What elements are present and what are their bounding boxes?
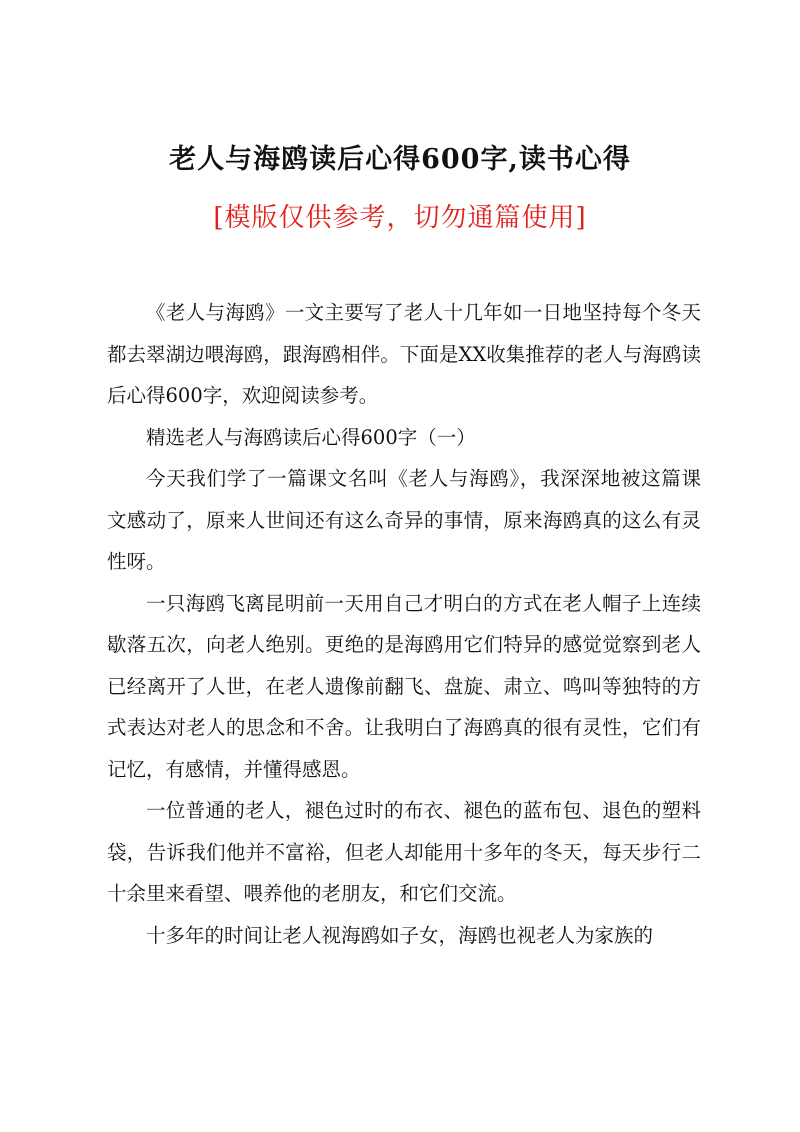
document-title: 老人与海鸥读后心得600字,读书心得 — [169, 144, 631, 175]
document-body — [107, 292, 701, 956]
section-heading: 精选老人与海鸥读后心得600字（一） — [146, 425, 476, 449]
template-notice: [模版仅供参考，切勿通篇使用] — [213, 203, 587, 233]
body-paragraph: 十多年的时间让老人视海鸥如子女，海鸥也视老人为家族的 — [146, 923, 654, 947]
body-paragraph: 一位普通的老人，褪色过时的布衣、褪色的蓝布包、退色的塑料袋，告诉我们他并不富裕，但老人却能用十多年的冬天，每天步行二十余里来看望、喂养他的老朋友，和它们交流。 — [107, 799, 701, 905]
intro-paragraph: 《老人与海鸥》一文主要写了老人十几年如一日地坚持每个冬天都去翠湖边喂海鸥，跟海鸥相伴。下面是XX收集推荐的老人与海鸥读后心得600字，欢迎阅读参考。 — [107, 301, 701, 407]
body-paragraph: 今天我们学了一篇课文名叫《老人与海鸥》，我深深地被这篇课文感动了，原来人世间还有这么奇异的事情，原来海鸥真的这么有灵性呀。 — [107, 467, 701, 573]
body-paragraph: 一只海鸥飞离昆明前一天用自己才明白的方式在老人帽子上连续歇落五次，向老人绝别。更绝的是海鸥用它们特异的感觉觉察到老人已经离开了人世，在老人遗像前翻飞、盘旋、肃立、鸣叫等独特的方式表达对老人的思念和不舍。让我明白了海鸥真的很有灵性，它们有记忆，有感情，并懂得感恩。 — [107, 591, 701, 781]
